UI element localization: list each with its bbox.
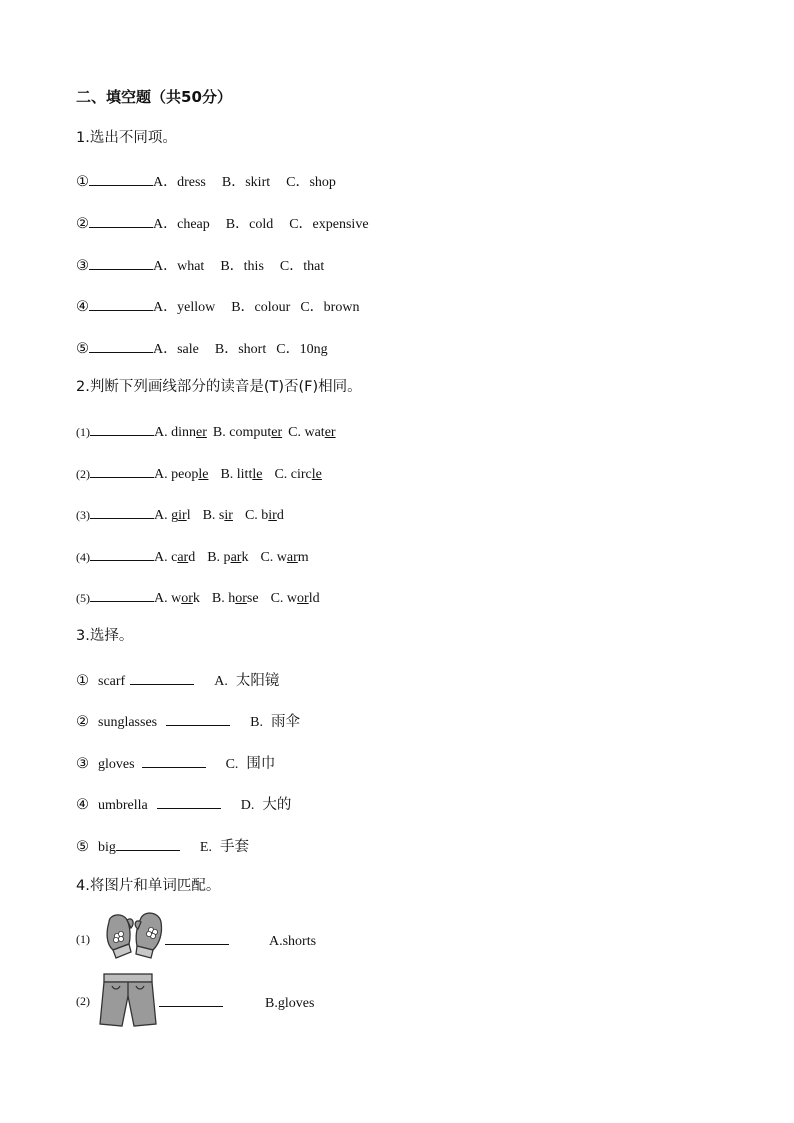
answer-blank[interactable] xyxy=(90,546,154,561)
answer-blank[interactable] xyxy=(159,992,223,1007)
q2-item xyxy=(76,421,336,442)
answer-blank[interactable] xyxy=(157,794,221,809)
q1-item xyxy=(76,296,359,317)
q3-item xyxy=(76,836,249,857)
q3-item xyxy=(76,670,279,691)
option-b: B．cold xyxy=(225,217,274,232)
option-b: B. little xyxy=(220,467,263,482)
option-c: C. bird xyxy=(244,508,284,523)
option-b: B. park xyxy=(207,550,249,565)
q3-prompt: 3.选择。 xyxy=(76,628,134,644)
q2-item xyxy=(76,463,322,484)
answer-blank[interactable] xyxy=(89,255,153,270)
option-letter: B. xyxy=(250,715,263,730)
option-c: C. warm xyxy=(260,550,309,565)
option-b: B．skirt xyxy=(221,175,271,190)
q4-answer-row xyxy=(165,930,316,951)
item-number: (3) xyxy=(76,508,90,522)
answer-blank[interactable] xyxy=(165,930,229,945)
item-number: (1) xyxy=(76,425,90,439)
option-c: C．that xyxy=(279,259,325,274)
option-letter: C. xyxy=(225,757,239,772)
item-number: (4) xyxy=(76,550,90,564)
meaning: 太阳镜 xyxy=(235,673,280,689)
answer-blank[interactable] xyxy=(89,171,153,186)
answer-blank[interactable] xyxy=(90,587,154,602)
q1-item xyxy=(76,171,336,192)
option-letter: A. xyxy=(214,674,228,689)
word: gloves xyxy=(98,757,135,772)
q2-item xyxy=(76,504,284,525)
option-b: B. horse xyxy=(211,591,259,606)
item-number: ③ xyxy=(76,258,89,274)
option-b: B. sir xyxy=(202,508,233,523)
q2-prompt: 2.判断下列画线部分的读音是(T)否(F)相同。 xyxy=(76,379,362,395)
answer-blank[interactable] xyxy=(90,463,154,478)
section-title: 二、填空题（共50分） xyxy=(76,88,232,106)
item-number: ④ xyxy=(76,299,89,315)
item-number: ③ xyxy=(76,756,89,772)
option-c: C. water xyxy=(288,425,336,440)
meaning: 雨伞 xyxy=(270,714,300,730)
item-number: (2) xyxy=(76,467,90,481)
option-a: A．what xyxy=(153,259,205,274)
option: B.gloves xyxy=(265,996,315,1011)
q1-item xyxy=(76,255,324,276)
option-letter: E. xyxy=(199,840,212,855)
item-number: ② xyxy=(76,216,89,232)
option-a: A. work xyxy=(154,591,200,606)
answer-blank[interactable] xyxy=(90,504,154,519)
q3-item xyxy=(76,711,300,732)
word: sunglasses xyxy=(98,715,158,730)
option-a: A. card xyxy=(154,550,196,565)
answer-blank[interactable] xyxy=(89,338,153,353)
option-a: A．sale xyxy=(153,342,199,357)
q3-item xyxy=(76,753,275,774)
q4-item-number: (2) xyxy=(76,994,90,1008)
option-b: B. computer xyxy=(212,425,283,440)
q3-item xyxy=(76,794,291,815)
meaning: 手套 xyxy=(219,839,249,855)
option-b: B．this xyxy=(220,259,264,274)
q2-item xyxy=(76,587,320,608)
option-b: B．colour xyxy=(231,300,291,315)
option-a: A．yellow xyxy=(153,300,216,315)
option-letter: D. xyxy=(240,798,255,813)
gloves-picture xyxy=(101,910,169,962)
q2-item xyxy=(76,546,309,567)
q1-prompt: 1.选出不同项。 xyxy=(76,130,177,146)
answer-blank[interactable] xyxy=(116,836,180,851)
answer-blank[interactable] xyxy=(89,296,153,311)
option-b: B．short xyxy=(214,342,267,357)
q4-prompt: 4.将图片和单词匹配。 xyxy=(76,878,221,894)
q1-item xyxy=(76,338,328,359)
option-a: A. dinner xyxy=(154,425,207,440)
meaning: 大的 xyxy=(262,797,292,813)
word: scarf xyxy=(98,674,126,689)
option-c: C．brown xyxy=(300,300,360,315)
option-c: C. circle xyxy=(274,467,322,482)
option-a: A. girl xyxy=(154,508,191,523)
q1-item xyxy=(76,213,369,234)
item-number: ⑤ xyxy=(76,341,89,357)
item-number: ⑤ xyxy=(76,839,89,855)
option-a: A．cheap xyxy=(153,217,210,232)
word: umbrella xyxy=(98,798,148,813)
item-number: (5) xyxy=(76,591,90,605)
word: big xyxy=(98,840,116,855)
option-a: A．dress xyxy=(153,175,206,190)
meaning: 围巾 xyxy=(246,756,276,772)
answer-blank[interactable] xyxy=(89,213,153,228)
q4-answer-row xyxy=(159,992,314,1013)
option-c: C．expensive xyxy=(289,217,369,232)
item-number: ④ xyxy=(76,797,89,813)
option-a: A. people xyxy=(154,467,209,482)
shorts-picture xyxy=(98,970,158,1030)
option: A.shorts xyxy=(269,934,317,949)
option-c: C．10ng xyxy=(276,342,328,357)
item-number: ② xyxy=(76,714,89,730)
answer-blank[interactable] xyxy=(90,421,154,436)
item-number: ① xyxy=(76,673,89,689)
option-c: C．shop xyxy=(286,175,336,190)
item-number: ① xyxy=(76,174,89,190)
option-c: C. world xyxy=(270,591,320,606)
answer-blank[interactable] xyxy=(130,670,194,685)
q4-item-number: (1) xyxy=(76,932,90,946)
answer-blank[interactable] xyxy=(142,753,206,768)
answer-blank[interactable] xyxy=(166,711,230,726)
